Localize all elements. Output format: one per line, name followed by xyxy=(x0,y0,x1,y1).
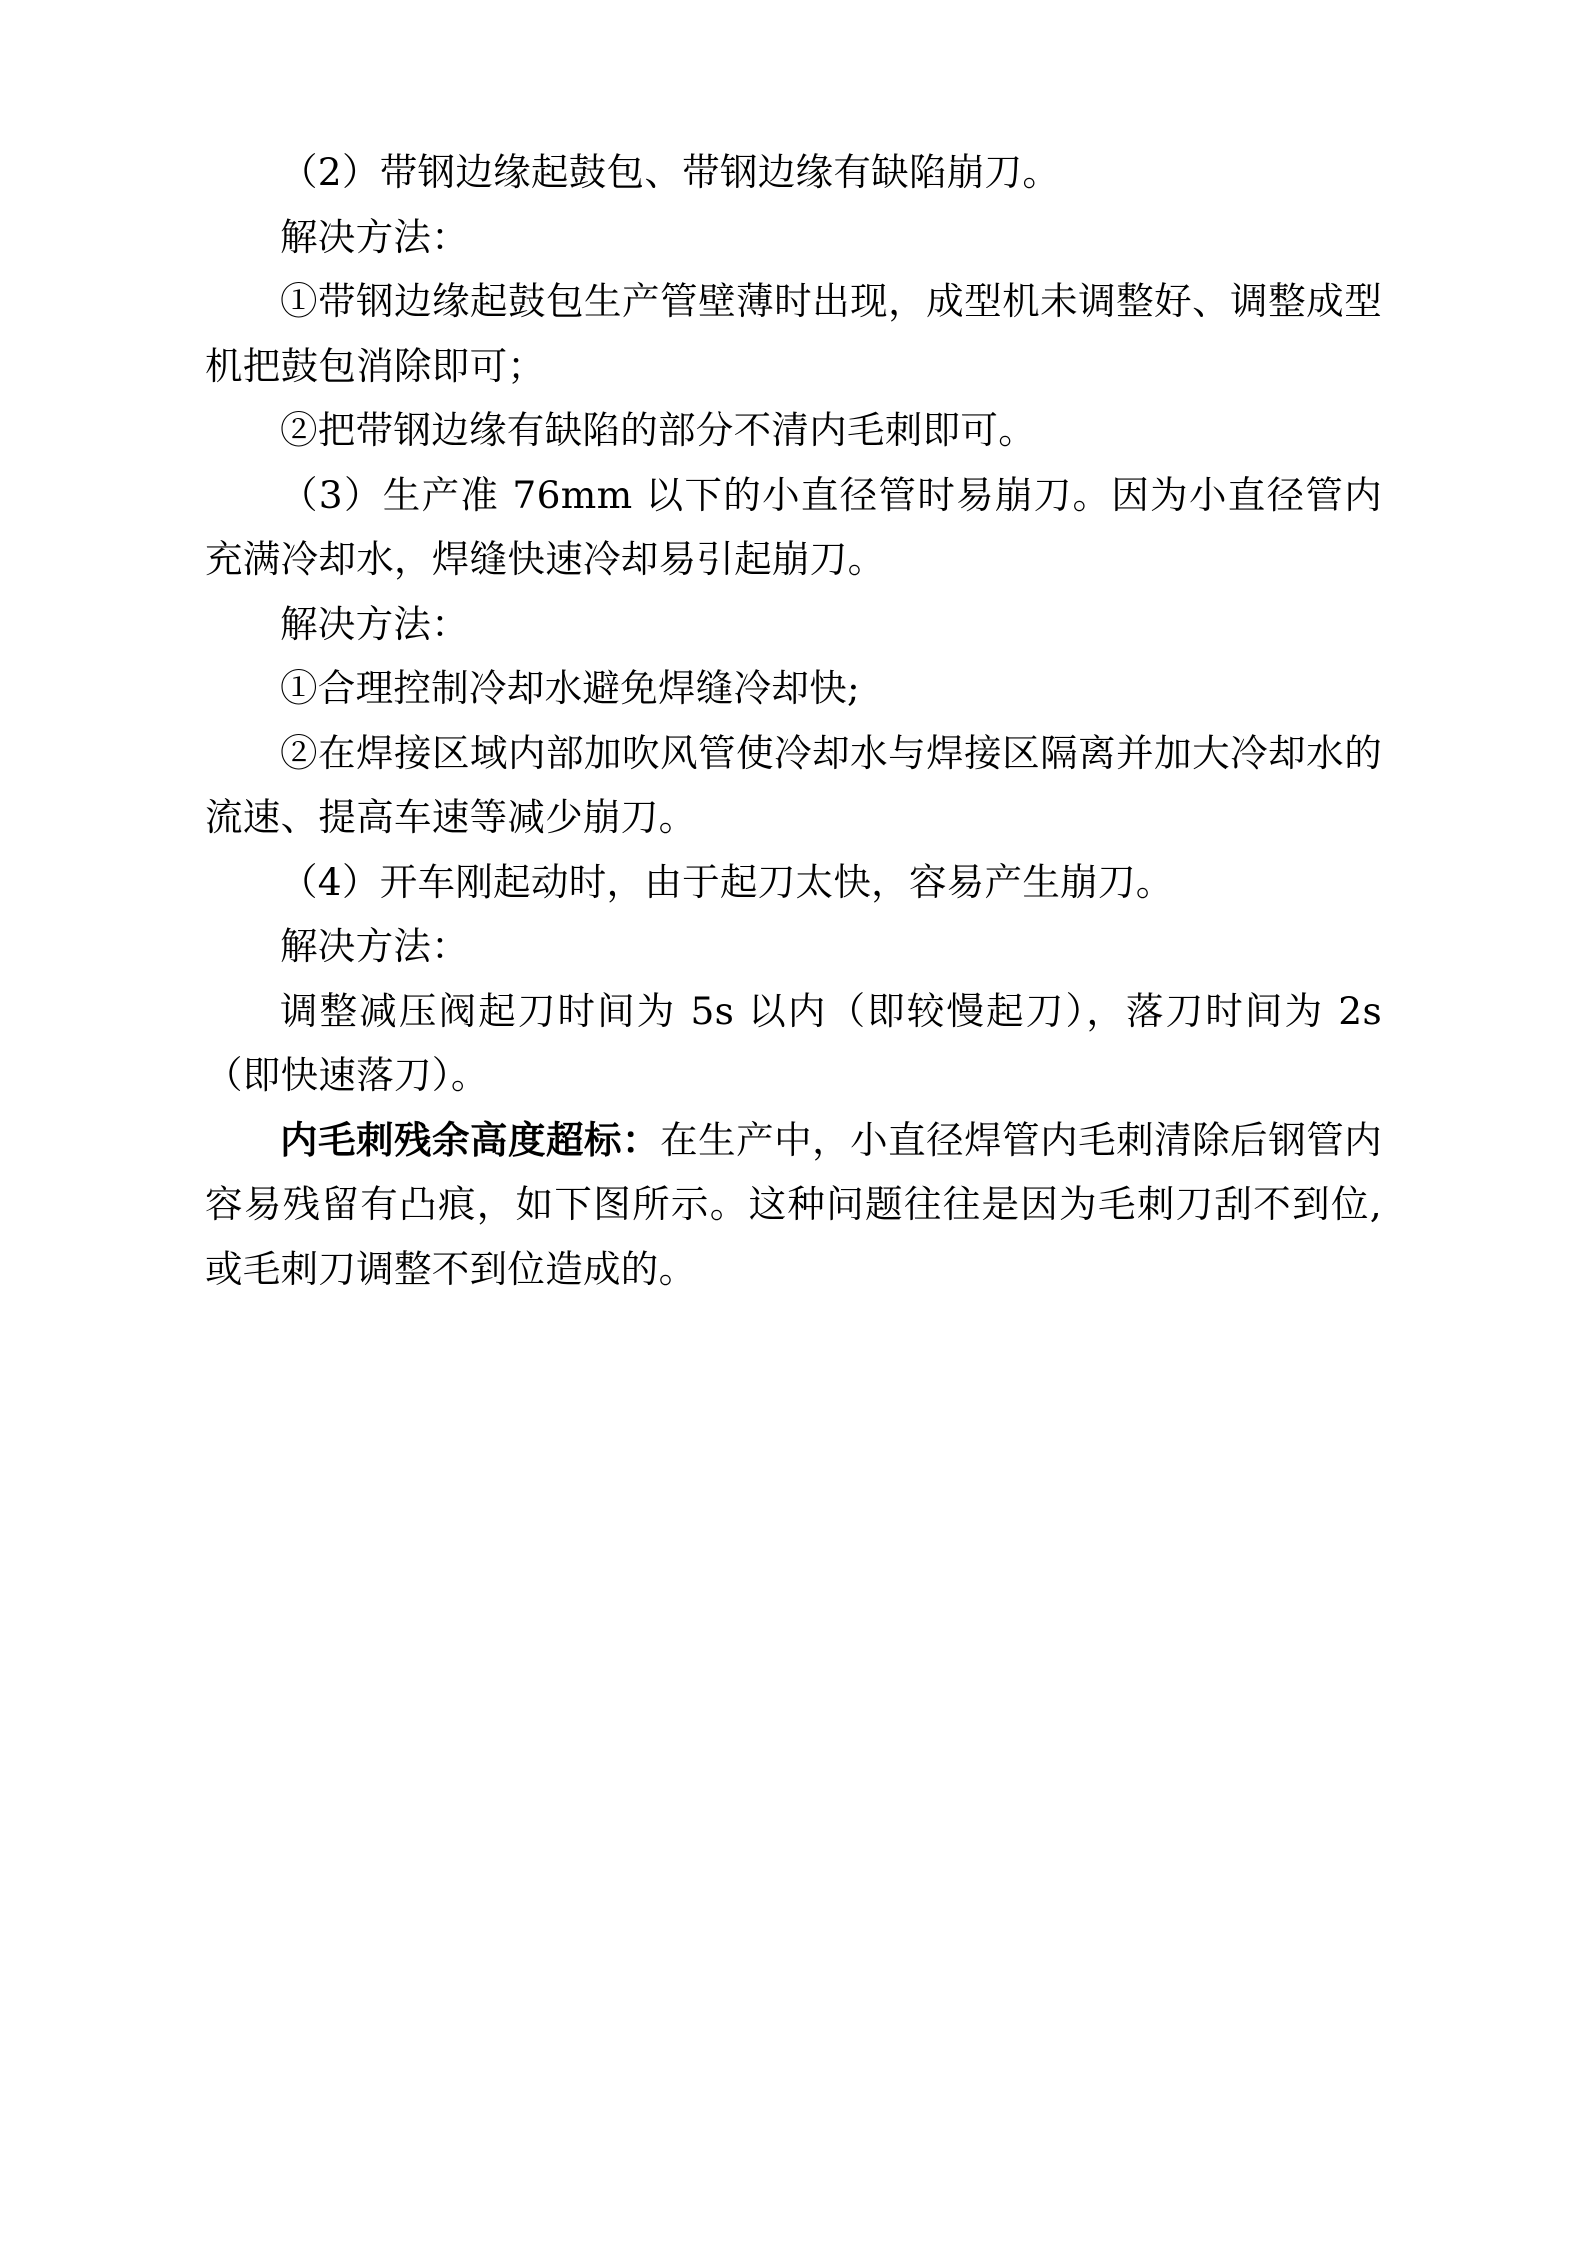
paragraph-6: ②在焊接区域内部加吹风管使冷却水与焊接区隔离并加大冷却水的流速、提高车速等减少崩刀。 xyxy=(205,730,1382,839)
document-body xyxy=(205,140,1382,1301)
paragraph-solution-label-1: 解决方法： xyxy=(280,214,469,259)
paragraph-8: 调整减压阀起刀时间为 5s 以内（即较慢起刀），落刀时间为 2s（即快速落刀）。 xyxy=(205,988,1382,1097)
paragraph-solution-label-3: 解决方法： xyxy=(280,924,469,968)
paragraph-7: （4）开车刚起动时，由于起刀太快，容易产生崩刀。 xyxy=(280,859,1174,904)
highlight-body-text: 在生产中，小直径焊管内毛刺清除后钢管内容易残留有凸痕，如下图所示。这种问题往往是因为毛刺刀刮不到位,或毛刺刀调整不到位造成的。 xyxy=(205,1117,1383,1291)
paragraph-solution-label-2: 解决方法： xyxy=(280,601,469,646)
paragraph-4: （3）生产准 76mm 以下的小直径管时易崩刀。因为小直径管内充满冷却水，焊缝快速冷却易引起崩刀。 xyxy=(205,472,1382,581)
paragraph-5: ①合理控制冷却水避免焊缝冷却快; xyxy=(280,666,860,710)
highlight-lead-label: 内毛刺残余高度超标： xyxy=(280,1117,661,1162)
paragraph-2: ①带钢边缘起鼓包生产管壁薄时出现，成型机未调整好、调整成型机把鼓包消除即可； xyxy=(205,279,1382,388)
paragraph-1: （2）带钢边缘起鼓包、带钢边缘有缺陷崩刀。 xyxy=(280,150,1061,194)
paragraph-highlight xyxy=(205,1108,1382,1302)
paragraph-3: ②把带钢边缘有缺陷的部分不清内毛刺即可。 xyxy=(280,408,1036,452)
